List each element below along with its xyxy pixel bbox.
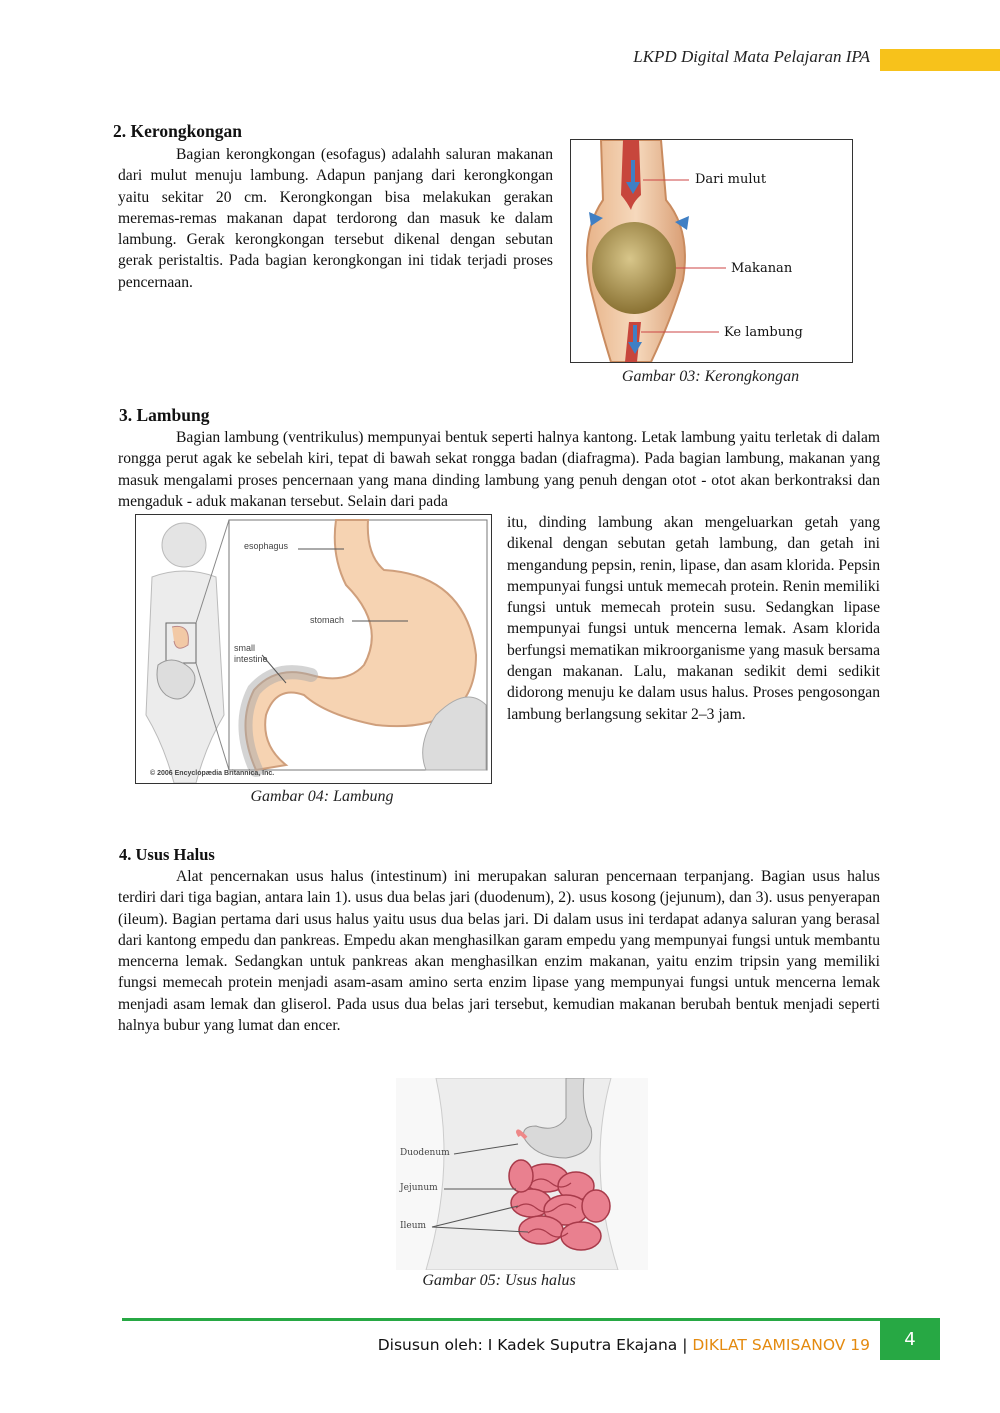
label-esophagus: esophagus xyxy=(244,541,289,551)
figure-03-caption: Gambar 03: Kerongkongan xyxy=(621,368,800,385)
figure-04-caption: Gambar 04: Lambung xyxy=(250,788,394,805)
section-2-heading: 2. Kerongkongan xyxy=(113,121,243,141)
figure-copyright: © 2006 Encyclopædia Britannica, Inc. xyxy=(150,770,275,777)
section-2-paragraph xyxy=(118,144,553,293)
label-makanan: Makanan xyxy=(731,261,793,276)
label-duodenum: Duodenum xyxy=(400,1148,450,1158)
header-title: LKPD Digital Mata Pelajaran IPA xyxy=(633,47,870,66)
footer-event: DIKLAT SAMISANOV 19 xyxy=(692,1336,870,1354)
small-intestine-illustration xyxy=(396,1078,648,1270)
header-accent-bar xyxy=(880,49,1000,71)
label-small: small xyxy=(234,643,256,653)
stomach-illustration xyxy=(136,515,491,783)
footer-divider xyxy=(122,1318,882,1321)
section-3-heading: 3. Lambung xyxy=(119,405,210,425)
section-3-text-full: Bagian lambung (ventrikulus) mempunyai bentuk seperti halnya kantong. Letak lambung yaitu terletak di dalam rongga perut agak ke sebelah kiri, tepat di bawah sekat rongga badan (diafragma). Pada bagian lambung, makanan yang masuk mengalami proses pencernaan yang mana dinding lambung yang penuh dengan otot - otot akan berkontraksi dan mengaduk - aduk makanan tersebut. Selain dari pada xyxy=(118,429,880,510)
section-4-paragraph xyxy=(118,866,880,1036)
footer-author: Disusun oleh: I Kadek Suputra Ekajana | xyxy=(377,1336,693,1354)
label-intestine: intestine xyxy=(234,654,268,664)
label-dari-mulut: Dari mulut xyxy=(695,172,767,187)
footer-credit xyxy=(300,1336,870,1354)
section-2-text: Bagian kerongkongan (esofagus) adalahh saluran makanan dari mulut menuju lambung. Adapun panjang dari kerongkongan yaitu sekitar 20 cm. Kerongkongan bisa melakukan gerakan meremas-remas makanan dapat terdorong dan masuk ke dalam lambung. Gerak kerongkongan tersebut dikenal dengan sebutan gerak peristaltis. Pada bagian kerongkongan ini tidak terjadi proses pencernaan. xyxy=(118,146,553,291)
section-3-paragraph-full xyxy=(118,427,880,512)
small-intestine-figure xyxy=(396,1078,648,1270)
label-jejunum: Jejunum xyxy=(400,1183,438,1193)
esophagus-figure xyxy=(570,139,853,363)
page-number: 4 xyxy=(880,1318,940,1360)
section-3-paragraph-wrap: itu, dinding lambung akan mengeluarkan getah yang dikenal dengan sebutan getah lambung, dan getah ini mengandung pepsin, renin, lipase, dan asam klorida. Pepsin mempunyai fungsi untuk memecah protein. Renin memiliki fungsi untuk memecah protein susu. Sedangkan lipase mempunyai fungsi untuk mencerna lemak. Asam klorida berfungsi mematikan mikroorganisme yang masuk bersama dengan makanan. Lalu, makanan sedikit demi sedikit didorong menuju ke dalam usus halus. Proses pengosongan lambung berlangsung sekitar 2–3 jam. xyxy=(507,514,880,723)
section-4-heading: 4. Usus Halus xyxy=(119,845,215,864)
label-ileum: Ileum xyxy=(400,1221,427,1231)
section-4-text: Alat pencernakan usus halus (intestinum) ini merupakan saluran pencernaan terpanjang. Bagian usus halus terdiri dari tiga bagian, antara lain 1). usus dua belas jari (duodenum), 2). usus kosong (jejunum), dan 3). usus penyerapan (ileum). Bagian pertama dari usus halus yaitu usus dua belas jari. Di dalam usus ini terdapat adanya saluran yang berasal dari kantong empedu dan pankreas. Empedu akan menghasilkan garam empedu yang mempunyai fungsi untuk membantu mencerna lemak. Sedangkan untuk pankreas akan menghasilkan enzim makanan, yaitu enzim tripsin yang memiliki fungsi memecah protein menjadi asam-asam amino serta enzim lipase yang mempunyai fungsi untuk mencerna lemak menjadi asam lemak dan gliserol. Pada usus dua belas jari tersebut, kemudian makanan berubah bentuk menjadi seperti halnya bubur yang lumat dan encer. xyxy=(118,868,880,1035)
figure-05-caption: Gambar 05: Usus halus xyxy=(422,1272,576,1289)
label-ke-lambung: Ke lambung xyxy=(724,325,803,340)
label-stomach: stomach xyxy=(310,615,345,625)
stomach-figure xyxy=(135,514,492,784)
